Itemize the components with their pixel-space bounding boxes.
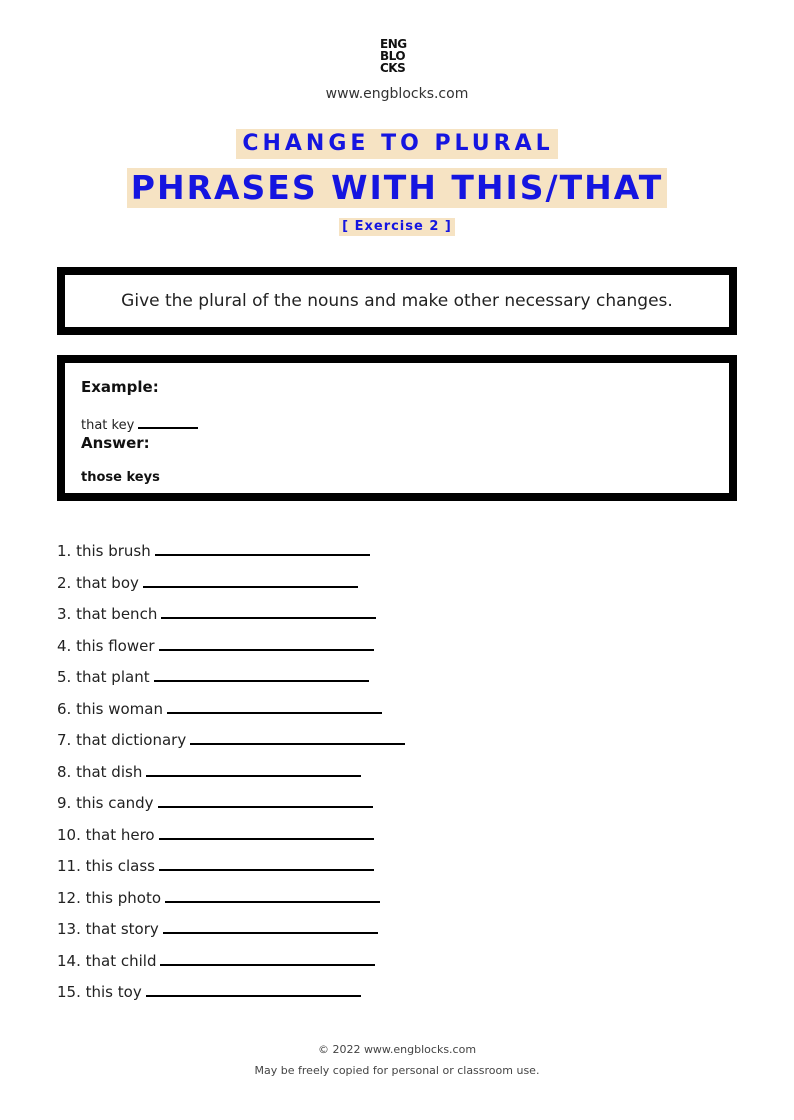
- answer-blank[interactable]: [159, 855, 374, 871]
- worksheet-subtitle: CHANGE TO PLURAL: [236, 129, 557, 159]
- list-item: [57, 981, 361, 1002]
- list-item: [57, 918, 378, 939]
- list-item: [57, 666, 369, 687]
- logo-line: CKS: [380, 61, 406, 75]
- logo-line: BLO: [380, 49, 406, 63]
- instructions-box: [57, 267, 737, 335]
- example-blank: [138, 415, 198, 429]
- answer-blank[interactable]: [160, 950, 375, 966]
- worksheet-title: PHRASES WITH THIS/THAT: [127, 168, 667, 208]
- list-item: [57, 792, 373, 813]
- item-text: 12. this photo: [57, 889, 162, 907]
- item-text: 2. that boy: [57, 574, 139, 592]
- answer-blank[interactable]: [159, 824, 374, 840]
- list-item: [57, 729, 405, 750]
- example-label: Example:: [81, 378, 159, 396]
- copyright-text: © 2022 www.engblocks.com: [317, 1043, 477, 1056]
- answer-blank[interactable]: [146, 981, 361, 997]
- item-text: 4. this flower: [57, 637, 155, 655]
- answer-blank[interactable]: [161, 603, 376, 619]
- item-text: 8. that dish: [57, 763, 143, 781]
- answer-blank[interactable]: [163, 918, 378, 934]
- list-item: [57, 824, 374, 845]
- list-item: [57, 698, 382, 719]
- answer-blank[interactable]: [190, 729, 405, 745]
- answer-blank[interactable]: [143, 572, 358, 588]
- item-text: 13. that story: [57, 920, 159, 938]
- list-item: [57, 950, 375, 971]
- engblocks-logo: [380, 38, 416, 74]
- item-text: 6. this woman: [57, 700, 163, 718]
- item-text: 9. this candy: [57, 794, 154, 812]
- item-text: 15. this toy: [57, 983, 142, 1001]
- list-item: [57, 887, 380, 908]
- list-item: [57, 855, 374, 876]
- item-text: 7. that dictionary: [57, 731, 187, 749]
- logo-line: ENG: [380, 37, 407, 51]
- answer-blank[interactable]: [154, 666, 369, 682]
- answer-blank[interactable]: [167, 698, 382, 714]
- example-question: [81, 415, 198, 433]
- license-text: May be freely copied for personal or classroom use.: [254, 1064, 540, 1077]
- answer-blank[interactable]: [165, 887, 380, 903]
- item-text: 10. that hero: [57, 826, 155, 844]
- list-item: [57, 603, 376, 624]
- example-answer: those keys: [81, 470, 160, 485]
- item-text: 5. that plant: [57, 668, 150, 686]
- item-text: 3. that bench: [57, 605, 158, 623]
- list-item: [57, 540, 370, 561]
- instructions-text: Give the plural of the nouns and make other necessary changes.: [121, 291, 673, 311]
- site-url[interactable]: www.engblocks.com: [325, 86, 469, 102]
- item-text: 1. this brush: [57, 542, 151, 560]
- list-item: [57, 761, 361, 782]
- answer-blank[interactable]: [155, 540, 370, 556]
- item-text: 14. that child: [57, 952, 157, 970]
- example-question-text: that key: [81, 418, 135, 433]
- answer-blank[interactable]: [158, 792, 373, 808]
- example-box: [57, 355, 737, 501]
- list-item: [57, 635, 374, 656]
- exercise-label: [ Exercise 2 ]: [339, 218, 455, 236]
- answer-blank[interactable]: [159, 635, 374, 651]
- answer-label: Answer:: [81, 434, 150, 452]
- answer-blank[interactable]: [146, 761, 361, 777]
- list-item: [57, 572, 358, 593]
- item-text: 11. this class: [57, 857, 155, 875]
